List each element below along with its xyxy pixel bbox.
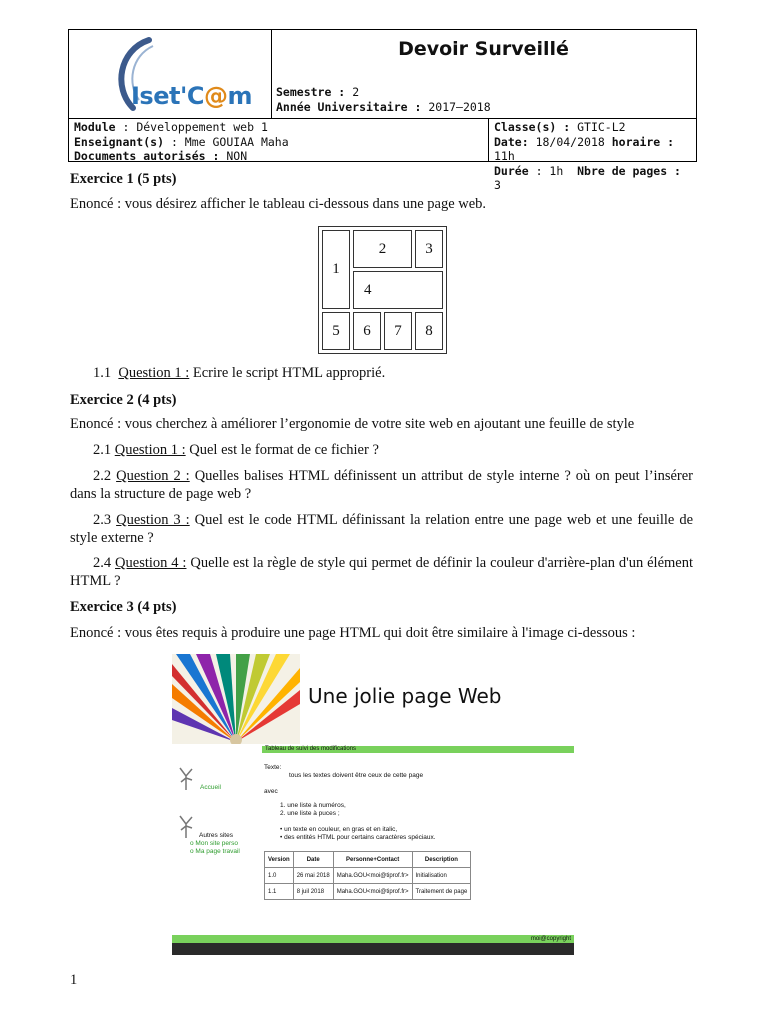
sample-page-image bbox=[172, 654, 574, 956]
exercise-1-table bbox=[318, 226, 447, 354]
dandelion-icon bbox=[178, 766, 194, 790]
exercise-2-question-4: 2.4 Question 4 : Quelle est la règle de style qui permet de définir la couleur d'arrière-plan d'un élément HTML ? bbox=[70, 555, 694, 589]
exercise-2-title: Exercice 2 (4 pts) bbox=[70, 392, 177, 408]
nav-link-work-page[interactable]: o Ma page travail bbox=[190, 848, 240, 855]
sample-tracking-table bbox=[264, 851, 471, 900]
sample-green-bar: Tableau de suivi des modifications bbox=[262, 746, 574, 753]
sample-text-label: Texte: bbox=[264, 764, 282, 771]
table-row: 1.0 26 mai 2018 Maha.GOU<moi@tiprof.fr> Initialisation bbox=[265, 868, 471, 884]
table-cell: 4 bbox=[353, 271, 443, 309]
page-number: 1 bbox=[70, 972, 78, 988]
title-cell bbox=[271, 30, 696, 118]
table-cell: 2 bbox=[353, 230, 412, 268]
class-line: Classe(s) : GTIC-L2 bbox=[494, 120, 626, 134]
exercise-1-question: 1.1 Question 1 : Ecrire le script HTML approprié. bbox=[93, 365, 386, 381]
table-cell: 1 bbox=[322, 230, 350, 309]
date-line: Date: 18/04/2018 horaire : 11h bbox=[494, 134, 675, 163]
exercise-1-statement: Enoncé : vous désirez afficher le tableau ci-dessous dans une page web. bbox=[70, 196, 487, 212]
table-cell: 5 bbox=[322, 312, 350, 350]
table-row: 1.1 8 juil 2018 Maha.GOU<moi@tiprof.fr> Traitement de page bbox=[265, 884, 471, 900]
table-cell: 6 bbox=[353, 312, 381, 350]
exercise-2-question-1: 2.1 Question 1 : Quel est le format de ce fichier ? bbox=[93, 442, 379, 458]
teacher-line: Enseignant(s) : Mme GOUIAA Maha bbox=[74, 134, 289, 149]
colored-pencils-image bbox=[172, 654, 300, 744]
sample-avec: avec bbox=[264, 788, 278, 795]
exercise-3-statement: Enoncé : vous êtes requis à produire une page HTML qui doit être similaire à l'image ci-dessous : bbox=[70, 625, 636, 641]
sample-page-heading: Une jolie page Web bbox=[308, 684, 502, 708]
duration-line: Durée : 1h Nbre de pages : 3 bbox=[494, 163, 681, 192]
dandelion-icon bbox=[178, 814, 194, 838]
column-header: Description bbox=[412, 852, 471, 868]
table-cell: 7 bbox=[384, 312, 412, 350]
exercise-3-title: Exercice 3 (4 pts) bbox=[70, 599, 177, 615]
logo-cell bbox=[69, 30, 272, 118]
table-cell: 3 bbox=[415, 230, 443, 268]
column-header: Personne+Contact bbox=[333, 852, 412, 868]
sample-ol-item: 1. une liste à numéros, bbox=[280, 802, 346, 809]
nav-link-personal-site[interactable]: o Mon site perso bbox=[190, 840, 239, 847]
exercise-2-statement: Enoncé : vous cherchez à améliorer l’ergonomie de votre site web en ajoutant une feuille de style bbox=[70, 416, 635, 432]
exercise-1-title: Exercice 1 (5 pts) bbox=[70, 171, 177, 187]
column-header: Version bbox=[265, 852, 294, 868]
sample-ol-item: 2. une liste à puces ; bbox=[280, 810, 340, 817]
semester-info: Semestre : 2 Année Universitaire : 2017–2018 bbox=[276, 85, 491, 114]
sample-text-sub: tous les textes doivent être ceux de cette page bbox=[289, 772, 424, 779]
module-line: Module : Développement web 1 bbox=[74, 120, 268, 134]
exercise-2-question-3: 2.3 Question 3 : Quel est le code HTML définissant la relation entre une page web et une feuille de style externe ? bbox=[70, 512, 694, 546]
sample-footer-copyright: moi@copyright bbox=[172, 935, 574, 943]
logo: Iset'C@m bbox=[131, 82, 252, 110]
nav-accueil-link[interactable]: Accueil bbox=[200, 784, 221, 791]
column-header: Date bbox=[293, 852, 333, 868]
sample-ul-item: • des entités HTML pour certains caractères spéciaux. bbox=[280, 834, 436, 841]
table-cell: 8 bbox=[415, 312, 443, 350]
document-title: Devoir Surveillé bbox=[398, 38, 569, 60]
sample-footer bbox=[172, 935, 574, 955]
nav-other-sites-label: Autres sites bbox=[199, 832, 233, 839]
sample-ul-item: • un texte en couleur, en gras et en italic, bbox=[280, 826, 398, 833]
documents-line: Documents autorisés : NON bbox=[74, 149, 248, 163]
exercise-2-question-2: 2.2 Question 2 : Quelles balises HTML définissent un attribut de style interne ? où on peut l’insérer dans la structure de page web ? bbox=[70, 468, 693, 502]
